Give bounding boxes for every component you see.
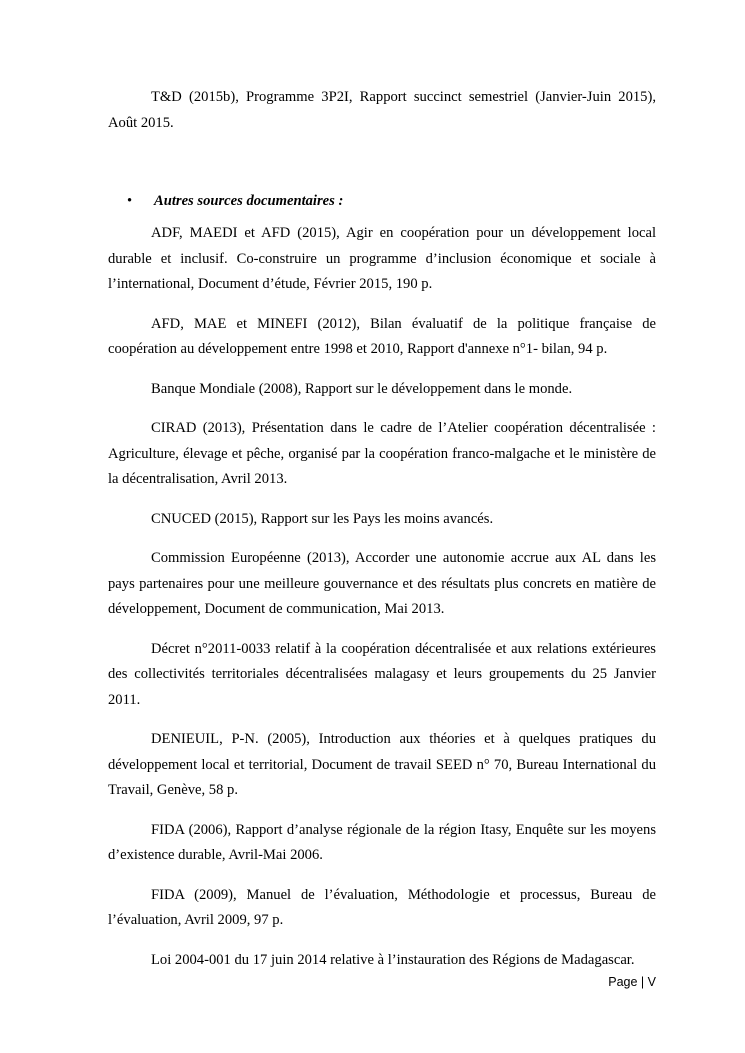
reference-item: Décret n°2011-0033 relatif à la coopération décentralisée et aux relations extérieures des collectivités territoriales décentralisées malagasy et leurs groupements du 25 Janvier 2011. [108, 640, 656, 708]
reference-item: Commission Européenne (2013), Accorder une autonomie accrue aux AL dans les pays partenaires pour une meilleure gouvernance et des résultats plus concrets en matière de développement, Document de communication, Mai 2013. [108, 550, 656, 617]
reference-item: Loi 2004-001 du 17 juin 2014 relative à l’instauration des Régions de Madagascar. [151, 951, 635, 968]
reference-item: FIDA (2009), Manuel de l’évaluation, Méthodologie et processus, Bureau de l’évaluation, Avril 2009, 97 p. [108, 886, 656, 928]
reference-item: Banque Mondiale (2008), Rapport sur le développement dans le monde. [151, 380, 573, 397]
reference-item: CIRAD (2013), Présentation dans le cadre de l’Atelier coopération décentralisée : Agriculture, élevage et pêche, organisé par la coopération franco-malgache et le ministère de la décentralisation, Avril 2013. [108, 420, 656, 487]
reference-t-and-d: T&D (2015b), Programme 3P2I, Rapport succinct semestriel (Janvier-Juin 2015), Août 2015. [108, 89, 656, 131]
page-number-footer: Page | V [608, 975, 656, 989]
section-heading [127, 189, 343, 215]
reference-item: AFD, MAE et MINEFI (2012), Bilan évaluatif de la politique française de coopération au développement entre 1998 et 2010, Rapport d'annexe n°1- bilan, 94 p. [108, 315, 656, 357]
reference-list [108, 221, 656, 987]
section-heading-text: Autres sources documentaires : [154, 193, 344, 209]
reference-item: DENIEUIL, P-N. (2005), Introduction aux théories et à quelques pratiques du développement local et territorial, Document de travail SEED n° 70, Bureau International du Travail, Genève, 58 p. [108, 731, 656, 798]
reference-item: FIDA (2006), Rapport d’analyse régionale de la région Itasy, Enquête sur les moyens d’existence durable, Avril-Mai 2006. [108, 821, 656, 863]
top-reference-block [108, 85, 656, 150]
bullet-icon: • [127, 193, 133, 209]
reference-item: ADF, MAEDI et AFD (2015), Agir en coopération pour un développement local durable et inclusif. Co-construire un programme d’inclusion économique et sociale à l’international, Document d’étude, Février 2015, 190 p. [108, 225, 656, 292]
reference-item: CNUCED (2015), Rapport sur les Pays les moins avancés. [151, 510, 494, 527]
